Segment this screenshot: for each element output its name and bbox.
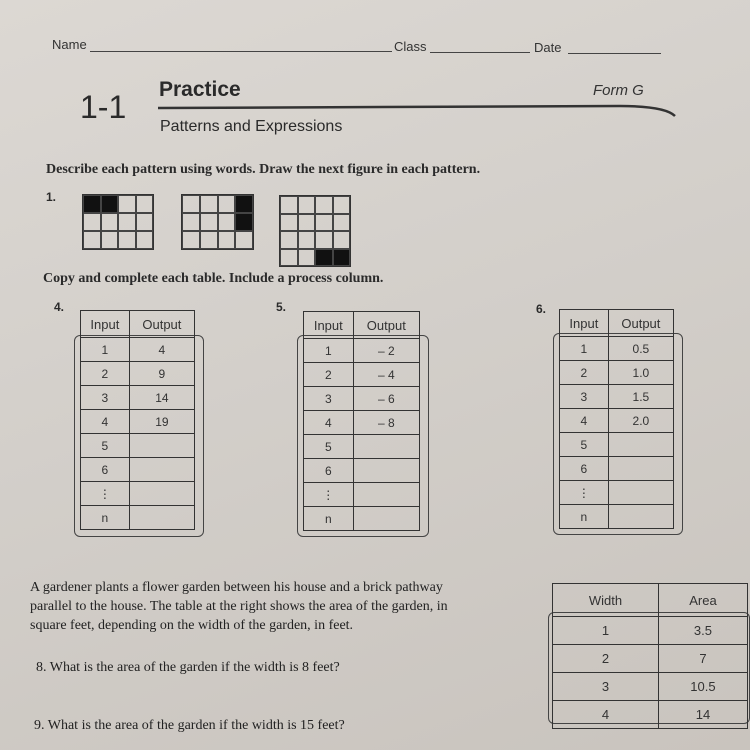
table-row: [304, 387, 420, 411]
input-cell: 2: [560, 361, 609, 385]
table-5: [303, 311, 420, 531]
table-row: [560, 457, 674, 481]
output-cell: 9: [129, 362, 194, 386]
output-cell[interactable]: [353, 435, 419, 459]
form-label: Form G: [593, 82, 644, 99]
garden-paragraph-line: square feet, depending on the width of the garden, in feet.: [30, 618, 354, 633]
pattern-figure-1: [82, 194, 154, 250]
output-cell: 4: [129, 338, 194, 362]
problem-6-number: 6.: [536, 302, 547, 316]
input-cell: 5: [81, 434, 130, 458]
table-row: [81, 338, 195, 362]
output-cell[interactable]: [608, 481, 673, 505]
table-row: [81, 434, 195, 458]
table-row: [81, 386, 195, 410]
question-9: 9. What is the area of the garden if the width is 15 feet?: [34, 718, 345, 733]
input-cell: 6: [81, 458, 130, 482]
table-row: [553, 645, 748, 673]
input-cell: 2: [81, 362, 130, 386]
table-row: [81, 458, 195, 482]
width-cell: 3: [553, 673, 659, 701]
input-cell: ⋮: [81, 482, 130, 506]
table-4-header-output: Output: [129, 311, 194, 338]
name-field[interactable]: [90, 51, 392, 52]
problem-1-number: 1.: [46, 190, 57, 204]
section2-instruction: Copy and complete each table. Include a process column.: [43, 271, 384, 286]
table-row: [304, 339, 420, 363]
name-label: Name: [52, 37, 87, 52]
output-cell[interactable]: [129, 482, 194, 506]
output-cell: – 8: [353, 411, 419, 435]
table-row: [304, 363, 420, 387]
table-row: [304, 507, 420, 531]
input-cell: 6: [560, 457, 609, 481]
garden-table: [552, 583, 748, 729]
input-cell: 6: [304, 459, 354, 483]
table-row: [560, 361, 674, 385]
output-cell: 1.0: [608, 361, 673, 385]
output-cell: – 4: [353, 363, 419, 387]
table-row: [81, 482, 195, 506]
title-divider: [150, 100, 680, 120]
table-row: [81, 410, 195, 434]
garden-paragraph-line: parallel to the house. The table at the right shows the area of the garden, in: [30, 599, 448, 614]
table-6-header-input: Input: [560, 310, 609, 337]
output-cell[interactable]: [608, 505, 673, 529]
output-cell[interactable]: [129, 506, 194, 530]
table-6-header-output: Output: [608, 310, 673, 337]
output-cell: 19: [129, 410, 194, 434]
input-cell: 3: [304, 387, 354, 411]
table-row: [304, 411, 420, 435]
output-cell[interactable]: [608, 433, 673, 457]
width-cell: 4: [553, 701, 659, 729]
input-cell: 4: [560, 409, 609, 433]
table-row: [553, 617, 748, 645]
output-cell[interactable]: [353, 459, 419, 483]
area-cell: 3.5: [658, 617, 747, 645]
date-label: Date: [534, 40, 562, 55]
width-cell: 1: [553, 617, 659, 645]
table-row: [81, 506, 195, 530]
input-cell: n: [304, 507, 354, 531]
output-cell[interactable]: [608, 457, 673, 481]
lesson-number: 1-1: [80, 89, 127, 125]
class-field[interactable]: [430, 52, 530, 53]
input-cell: 3: [560, 385, 609, 409]
table-row: [560, 337, 674, 361]
table-5-header-output: Output: [353, 312, 419, 339]
table-row: [304, 459, 420, 483]
table-row: [553, 701, 748, 729]
output-cell: 2.0: [608, 409, 673, 433]
input-cell: 2: [304, 363, 354, 387]
table-5-header-input: Input: [304, 312, 354, 339]
table-row: [560, 505, 674, 529]
date-field[interactable]: [568, 53, 661, 54]
output-cell: 14: [129, 386, 194, 410]
class-label: Class: [394, 39, 427, 54]
table-6: [559, 309, 674, 529]
pattern-figure-3: [279, 195, 351, 267]
width-cell: 2: [553, 645, 659, 673]
output-cell: – 6: [353, 387, 419, 411]
output-cell[interactable]: [353, 507, 419, 531]
input-cell: 5: [560, 433, 609, 457]
problem-4-number: 4.: [54, 300, 65, 314]
output-cell[interactable]: [129, 458, 194, 482]
area-cell: 14: [658, 701, 747, 729]
pattern-figure-2: [181, 194, 254, 250]
output-cell[interactable]: [353, 483, 419, 507]
input-cell: 3: [81, 386, 130, 410]
area-cell: 10.5: [658, 673, 747, 701]
table-row: [560, 385, 674, 409]
garden-paragraph-line: A gardener plants a flower garden between his house and a brick pathway: [30, 580, 443, 595]
table-row: [304, 435, 420, 459]
input-cell: 4: [81, 410, 130, 434]
page-title: Practice: [159, 78, 241, 101]
table-row: [81, 362, 195, 386]
table-row: [304, 483, 420, 507]
input-cell: 5: [304, 435, 354, 459]
table-row: [560, 433, 674, 457]
table-row: [560, 409, 674, 433]
input-cell: 1: [304, 339, 354, 363]
input-cell: ⋮: [304, 483, 354, 507]
garden-paragraph: [30, 578, 540, 635]
section1-instruction: Describe each pattern using words. Draw the next figure in each pattern.: [46, 162, 481, 177]
table-4-header-input: Input: [81, 311, 130, 338]
area-cell: 7: [658, 645, 747, 673]
table-row: [560, 481, 674, 505]
input-cell: n: [560, 505, 609, 529]
problem-5-number: 5.: [276, 300, 287, 314]
garden-header-width: Width: [553, 584, 659, 617]
input-cell: n: [81, 506, 130, 530]
garden-header-area: Area: [658, 584, 747, 617]
input-cell: 1: [560, 337, 609, 361]
question-8: 8. What is the area of the garden if the width is 8 feet?: [36, 660, 340, 675]
input-cell: 1: [81, 338, 130, 362]
table-row: [553, 673, 748, 701]
input-cell: 4: [304, 411, 354, 435]
output-cell: 0.5: [608, 337, 673, 361]
output-cell[interactable]: [129, 434, 194, 458]
input-cell: ⋮: [560, 481, 609, 505]
table-4: [80, 310, 195, 530]
page-subtitle: Patterns and Expressions: [160, 118, 343, 135]
output-cell: 1.5: [608, 385, 673, 409]
output-cell: – 2: [353, 339, 419, 363]
